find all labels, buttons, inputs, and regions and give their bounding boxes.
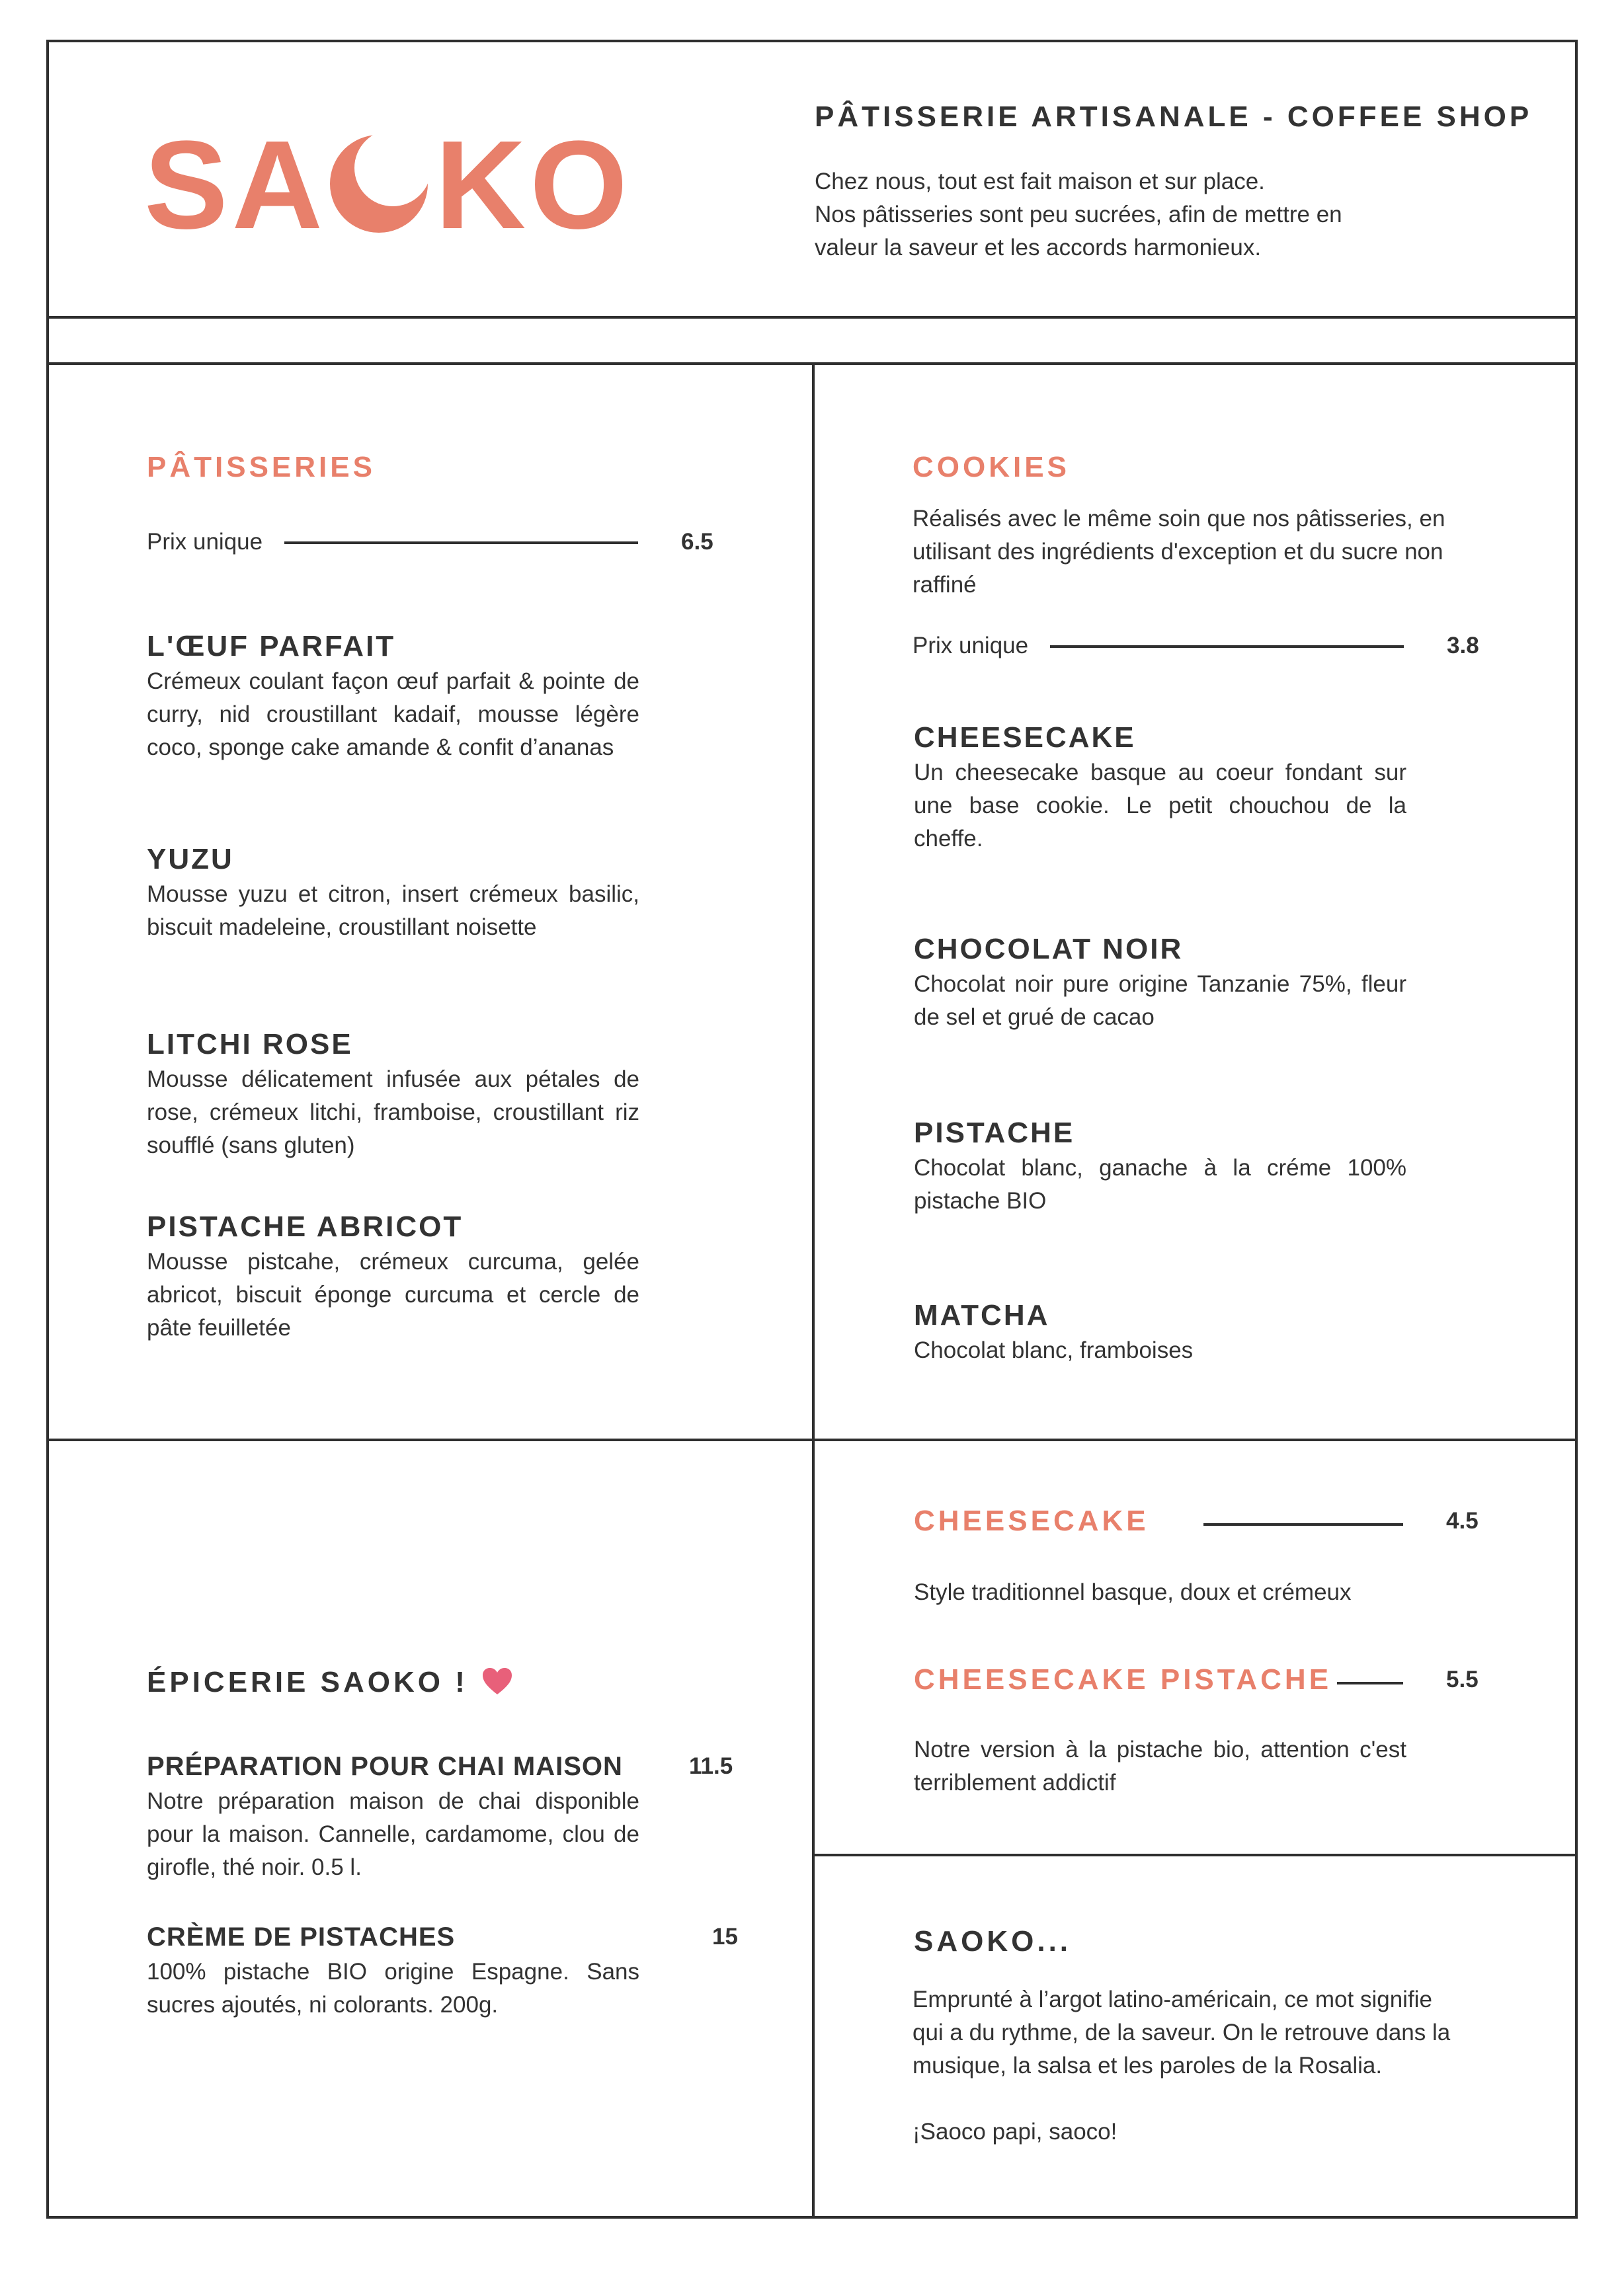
price-label: Prix unique: [147, 529, 263, 555]
heart-icon: [481, 1667, 513, 1696]
cookies-price-row: [913, 629, 1494, 662]
cheesecake-row: [914, 1505, 1509, 1544]
price-leader-line: [1337, 1682, 1403, 1684]
item-name: PISTACHE: [914, 1117, 1075, 1149]
price-leader-line: [1050, 645, 1404, 648]
item-description: 100% pistache BIO origine Espagne. Sans sucres ajoutés, ni colorants. 200g.: [147, 1959, 639, 2018]
intro-line: utilisant des ingrédients d'exception et du sucre non: [913, 539, 1443, 565]
price-value: 4.5: [1446, 1508, 1479, 1534]
patisseries-title: PÂTISSERIES: [147, 451, 376, 483]
shop-tagline: PÂTISSERIE ARTISANALE - COFFEE SHOP: [815, 100, 1533, 133]
price-value: 6.5: [681, 529, 713, 555]
intro-line: Chez nous, tout est fait maison et sur place.: [815, 169, 1265, 194]
item-description: Mousse pistcahe, crémeux curcuma, gelée abricot, biscuit éponge curcuma et cercle de pâte feuilletée: [147, 1249, 639, 1341]
right-bottom-divider: [812, 1854, 1578, 1856]
item-description: Un cheesecake basque au coeur fondant sur une base cookie. Le petit chouchou de la cheffe.: [914, 760, 1406, 851]
item-name: CRÈME DE PISTACHES: [147, 1922, 456, 1952]
cookies-title: COOKIES: [913, 451, 1070, 483]
price-label: Prix unique: [913, 633, 1029, 658]
price-value: 3.8: [1447, 633, 1479, 658]
menu-item: [147, 1208, 639, 1345]
center-column-divider: [812, 362, 815, 2219]
menu-item: [914, 719, 1406, 855]
saoko-logo: [144, 115, 631, 255]
about-line: musique, la salsa et les paroles de la Rosalia.: [913, 2053, 1383, 2078]
item-price: 11.5: [689, 1753, 733, 1779]
epicerie-item: [147, 1748, 742, 1884]
about-line: Emprunté à l’argot latino-américain, ce mot signifie: [913, 1987, 1432, 2012]
epicerie-title-text: ÉPICERIE SAOKO !: [147, 1666, 468, 1698]
menu-item: [914, 1115, 1406, 1218]
item-description: Crémeux coulant façon œuf parfait & pointe de curry, nid croustillant kadaif, mousse légère coco, sponge cake amande & confit d’ananas: [147, 668, 639, 760]
svg-text:SA: SA: [144, 115, 327, 255]
epicerie-item: [147, 1919, 742, 2022]
item-description: Chocolat blanc, framboises: [914, 1337, 1194, 1363]
item-name: MATCHA: [914, 1299, 1050, 1331]
intro-line: Nos pâtisseries sont peu sucrées, afin de mettre en: [815, 202, 1342, 227]
item-name: LITCHI ROSE: [147, 1028, 353, 1060]
cheesecake-pistache-title: CHEESECAKE PISTACHE: [914, 1663, 1332, 1696]
middle-row-divider: [46, 1439, 1578, 1441]
menu-item: [914, 931, 1406, 1034]
patisseries-price-row: [147, 526, 729, 559]
header-divider: [46, 316, 1578, 319]
item-description: Mousse délicatement infusée aux pétales de rose, crémeux litchi, framboise, croustillant riz soufflé (sans gluten): [147, 1066, 639, 1158]
cheesecake-pistache-row: [914, 1663, 1509, 1703]
menu-item: [147, 628, 639, 764]
item-description: Mousse yuzu et citron, insert crémeux basilic, biscuit madeleine, croustillant noisette: [147, 881, 639, 940]
about-line: qui a du rythme, de la saveur. On le retrouve dans la: [913, 2020, 1451, 2045]
item-price: 15: [712, 1924, 738, 1950]
item-name: PISTACHE ABRICOT: [147, 1210, 464, 1243]
cheesecake-description: Style traditionnel basque, doux et crémeux: [914, 1579, 1352, 1605]
shop-intro: [815, 165, 1502, 264]
cheesecake-pistache-description: Notre version à la pistache bio, attention c'est terriblement addictif: [914, 1737, 1406, 1796]
menu-item: [147, 1026, 639, 1162]
about-text: [913, 1983, 1450, 2082]
epicerie-title: [147, 1666, 513, 1699]
item-name: PRÉPARATION POUR CHAI MAISON: [147, 1752, 623, 1781]
cheesecake-title: CHEESECAKE: [914, 1505, 1149, 1537]
intro-line: raffiné: [913, 572, 977, 598]
item-name: L'ŒUF PARFAIT: [147, 630, 396, 662]
item-name: CHOCOLAT NOIR: [914, 933, 1184, 965]
intro-line: Réalisés avec le même soin que nos pâtisseries, en: [913, 506, 1445, 532]
price-value: 5.5: [1446, 1667, 1479, 1692]
cookies-intro: [913, 502, 1445, 602]
menu-item: [147, 841, 639, 944]
svg-text:KO: KO: [435, 115, 631, 255]
item-name: YUZU: [147, 843, 234, 875]
item-description: Chocolat noir pure origine Tanzanie 75%, fleur de sel et grué de cacao: [914, 971, 1406, 1030]
about-title: SAOKO...: [914, 1925, 1072, 1958]
menu-item: [914, 1297, 1406, 1367]
price-leader-line: [1203, 1523, 1403, 1526]
intro-line: valeur la saveur et les accords harmonieux.: [815, 235, 1262, 260]
item-description: Notre préparation maison de chai disponible pour la maison. Cannelle, cardamome, clou de girofle, thé noir. 0.5 l.: [147, 1788, 639, 1880]
about-closing: ¡Saoco papi, saoco!: [913, 2119, 1117, 2145]
item-name: CHEESECAKE: [914, 721, 1136, 754]
price-leader-line: [284, 541, 638, 544]
item-description: Chocolat blanc, ganache à la créme 100% pistache BIO: [914, 1155, 1406, 1214]
